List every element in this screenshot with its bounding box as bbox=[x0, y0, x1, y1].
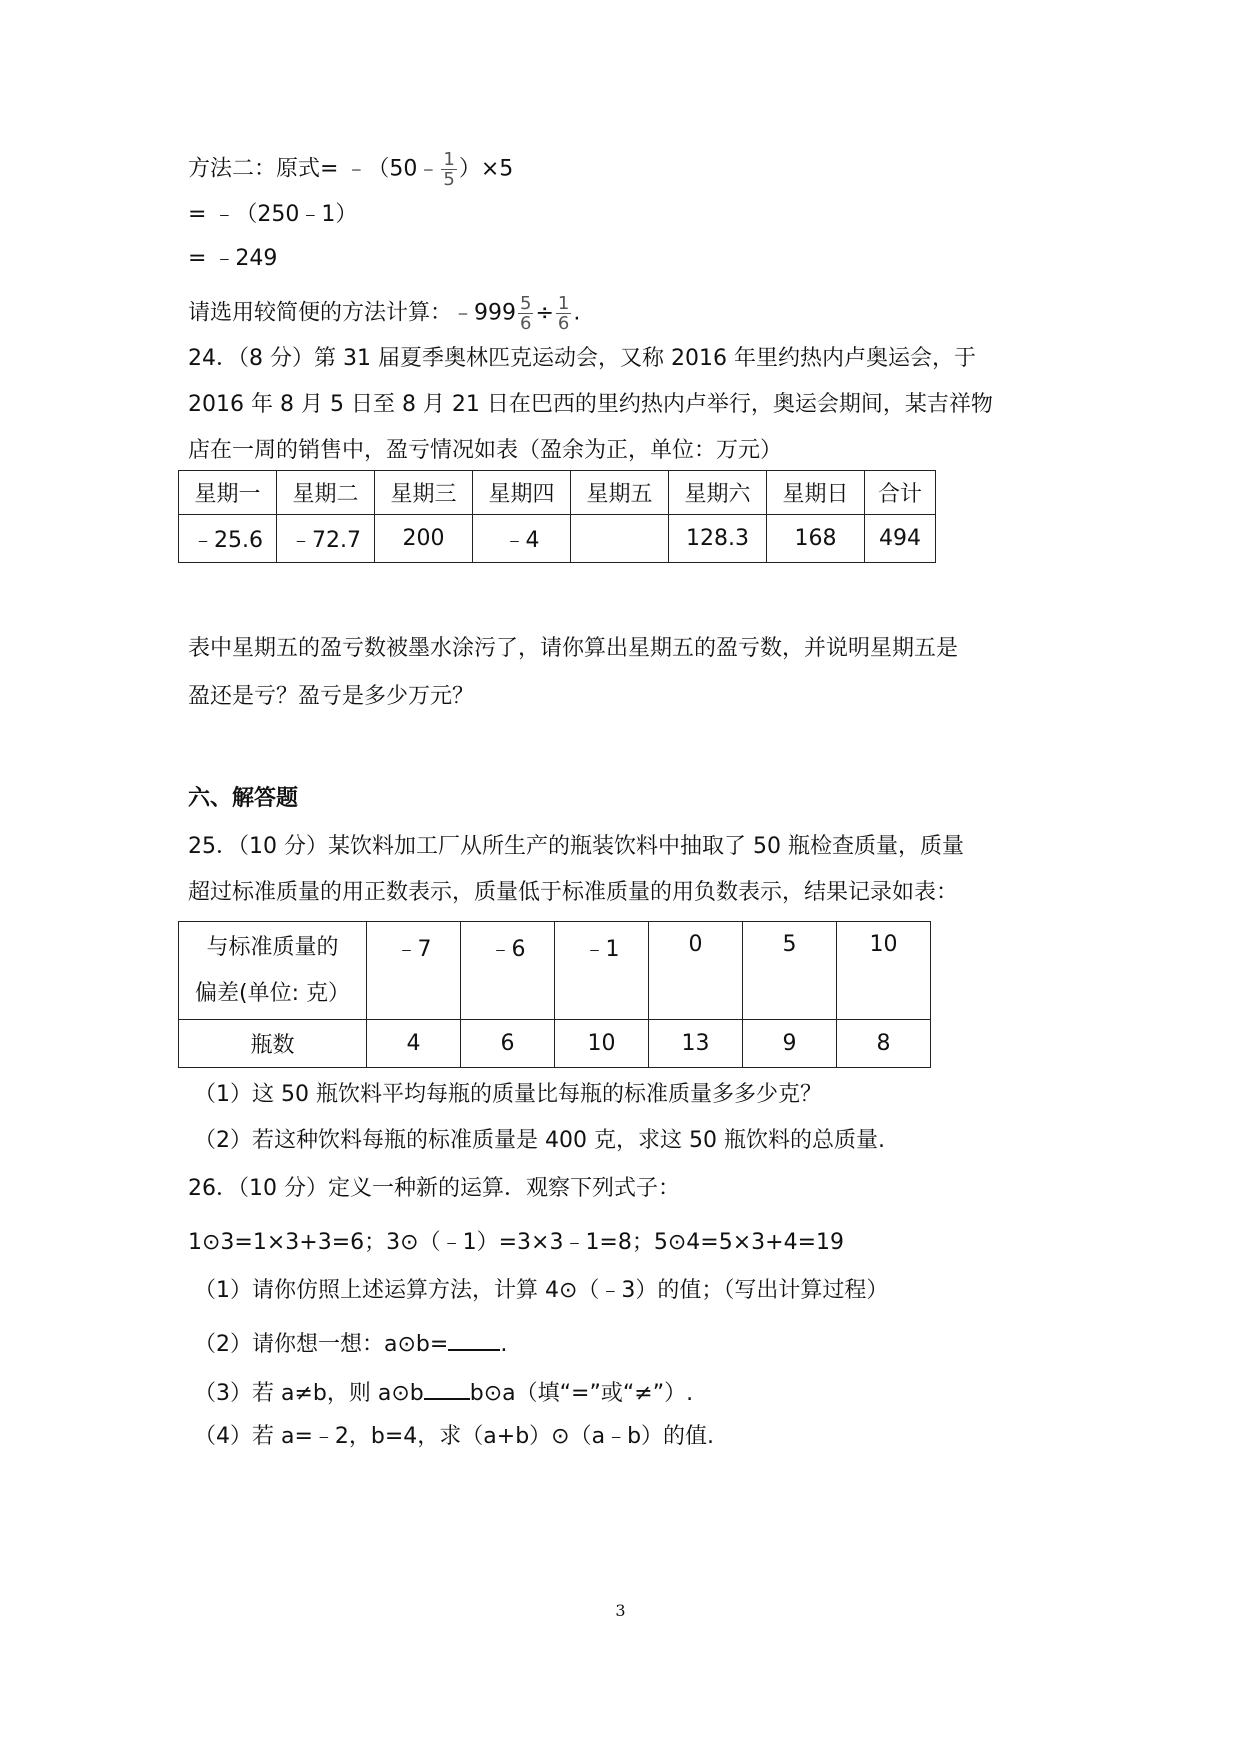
q24-line-3: 店在一周的销售中，盈亏情况如表（盈余为正，单位：万元） bbox=[188, 438, 783, 463]
q26-line-1: 26．（10 分）定义一种新的运算．观察下列式子： bbox=[188, 1176, 680, 1201]
header-cell: 星期二 bbox=[277, 471, 375, 515]
header-cell: 星期六 bbox=[669, 471, 767, 515]
table-row bbox=[179, 515, 936, 563]
deviation-cell: ﹣6 bbox=[461, 922, 555, 1020]
step1-line: = ﹣（250﹣1） bbox=[188, 202, 358, 227]
table-row bbox=[179, 1020, 931, 1068]
row-label-deviation: 与标准质量的 偏差(单位: 克） bbox=[179, 922, 367, 1020]
method2-line bbox=[188, 150, 513, 189]
table-row bbox=[179, 471, 936, 515]
value-cell: ﹣72.7 bbox=[277, 515, 375, 563]
step2-line: = ﹣249 bbox=[188, 246, 278, 271]
q26-line-2: 1⊙3=1×3+3=6；3⊙（﹣1）=3×3﹣1=8；5⊙4=5×3+4=19 bbox=[188, 1230, 845, 1255]
method2-suffix: ）×5 bbox=[458, 156, 514, 182]
simplify-prefix: 请选用较简便的方法计算：﹣999 bbox=[188, 300, 516, 326]
q24-after-2: 盈还是亏？盈亏是多少万元？ bbox=[188, 684, 475, 709]
value-cell: 494 bbox=[865, 515, 936, 563]
count-cell: 4 bbox=[367, 1020, 461, 1068]
q24-after-1: 表中星期五的盈亏数被墨水涂污了，请你算出星期五的盈亏数，并说明星期五是 bbox=[188, 636, 959, 661]
q26-part-4: （4）若 a=﹣2，b=4，求（a+b）⊙（a﹣b）的值. bbox=[194, 1424, 715, 1449]
header-cell: 星期三 bbox=[375, 471, 473, 515]
value-cell: 200 bbox=[375, 515, 473, 563]
deviation-cell: 0 bbox=[649, 922, 743, 1020]
count-cell: 13 bbox=[649, 1020, 743, 1068]
row-label-count: 瓶数 bbox=[179, 1020, 367, 1068]
count-cell: 6 bbox=[461, 1020, 555, 1068]
header-cell: 星期一 bbox=[179, 471, 277, 515]
count-cell: 9 bbox=[743, 1020, 837, 1068]
q24-line-1: 24．（8 分）第 31 届夏季奥林匹克运动会，又称 2016 年里约热内卢奥运会，于 bbox=[188, 346, 976, 371]
fraction-one-fifth: $\frac{1}{5}$ bbox=[443, 149, 455, 190]
table-row bbox=[179, 922, 931, 1020]
answer-blank[interactable] bbox=[424, 1374, 470, 1400]
method2-prefix: 方法二：原式= ﹣（50﹣ bbox=[188, 156, 440, 182]
value-cell: 128.3 bbox=[669, 515, 767, 563]
deviation-cell: ﹣1 bbox=[555, 922, 649, 1020]
q25-part-2: （2）若这种饮料每瓶的标准质量是 400 克，求这 50 瓶饮料的总质量. bbox=[194, 1128, 885, 1153]
value-cell: ﹣4 bbox=[473, 515, 571, 563]
value-cell-smudged bbox=[571, 515, 669, 563]
count-cell: 8 bbox=[837, 1020, 931, 1068]
deviation-cell: 5 bbox=[743, 922, 837, 1020]
value-cell: 168 bbox=[767, 515, 865, 563]
answer-blank[interactable] bbox=[448, 1325, 500, 1351]
deviation-table bbox=[178, 921, 931, 1068]
divide-sign: ÷ bbox=[535, 300, 554, 326]
q25-part-1: （1）这 50 瓶饮料平均每瓶的质量比每瓶的标准质量多多少克？ bbox=[194, 1082, 822, 1107]
count-cell: 10 bbox=[555, 1020, 649, 1068]
page-number: 3 bbox=[615, 1601, 626, 1620]
header-cell: 星期日 bbox=[767, 471, 865, 515]
header-cell: 星期五 bbox=[571, 471, 669, 515]
section-heading: 六、解答题 bbox=[188, 786, 299, 811]
q24-line-2: 2016 年 8 月 5 日至 8 月 21 日在巴西的里约热内卢举行，奥运会期间，某吉祥物 bbox=[188, 392, 993, 417]
profit-loss-table bbox=[178, 470, 936, 563]
deviation-cell: 10 bbox=[837, 922, 931, 1020]
simplify-line: 请选用较简便的方法计算：﹣999 $\frac{5}{6}$ ÷ $\frac{1}{6}$ . bbox=[188, 293, 581, 334]
q25-line-2: 超过标准质量的用正数表示，质量低于标准质量的用负数表示，结果记录如表： bbox=[188, 880, 959, 905]
q25-line-1: 25．（10 分）某饮料加工厂从所生产的瓶装饮料中抽取了 50 瓶检查质量，质量 bbox=[188, 834, 964, 859]
deviation-cell: ﹣7 bbox=[367, 922, 461, 1020]
q26-part-3: （3）若 a≠b，则 a⊙b b⊙a（填“=”或“≠”）. bbox=[194, 1374, 693, 1409]
fraction-one-sixth: $\frac{1}{6}$ bbox=[557, 293, 570, 334]
header-cell: 星期四 bbox=[473, 471, 571, 515]
value-cell: ﹣25.6 bbox=[179, 515, 277, 563]
header-cell: 合计 bbox=[865, 471, 936, 515]
q26-part-2: （2）请你想一想：a⊙b= . bbox=[194, 1325, 507, 1360]
q26-part-1: （1）请你仿照上述运算方法，计算 4⊙（﹣3）的值；（写出计算过程） bbox=[194, 1278, 889, 1303]
fraction-five-sixths: $\frac{5}{6}$ bbox=[520, 293, 532, 334]
